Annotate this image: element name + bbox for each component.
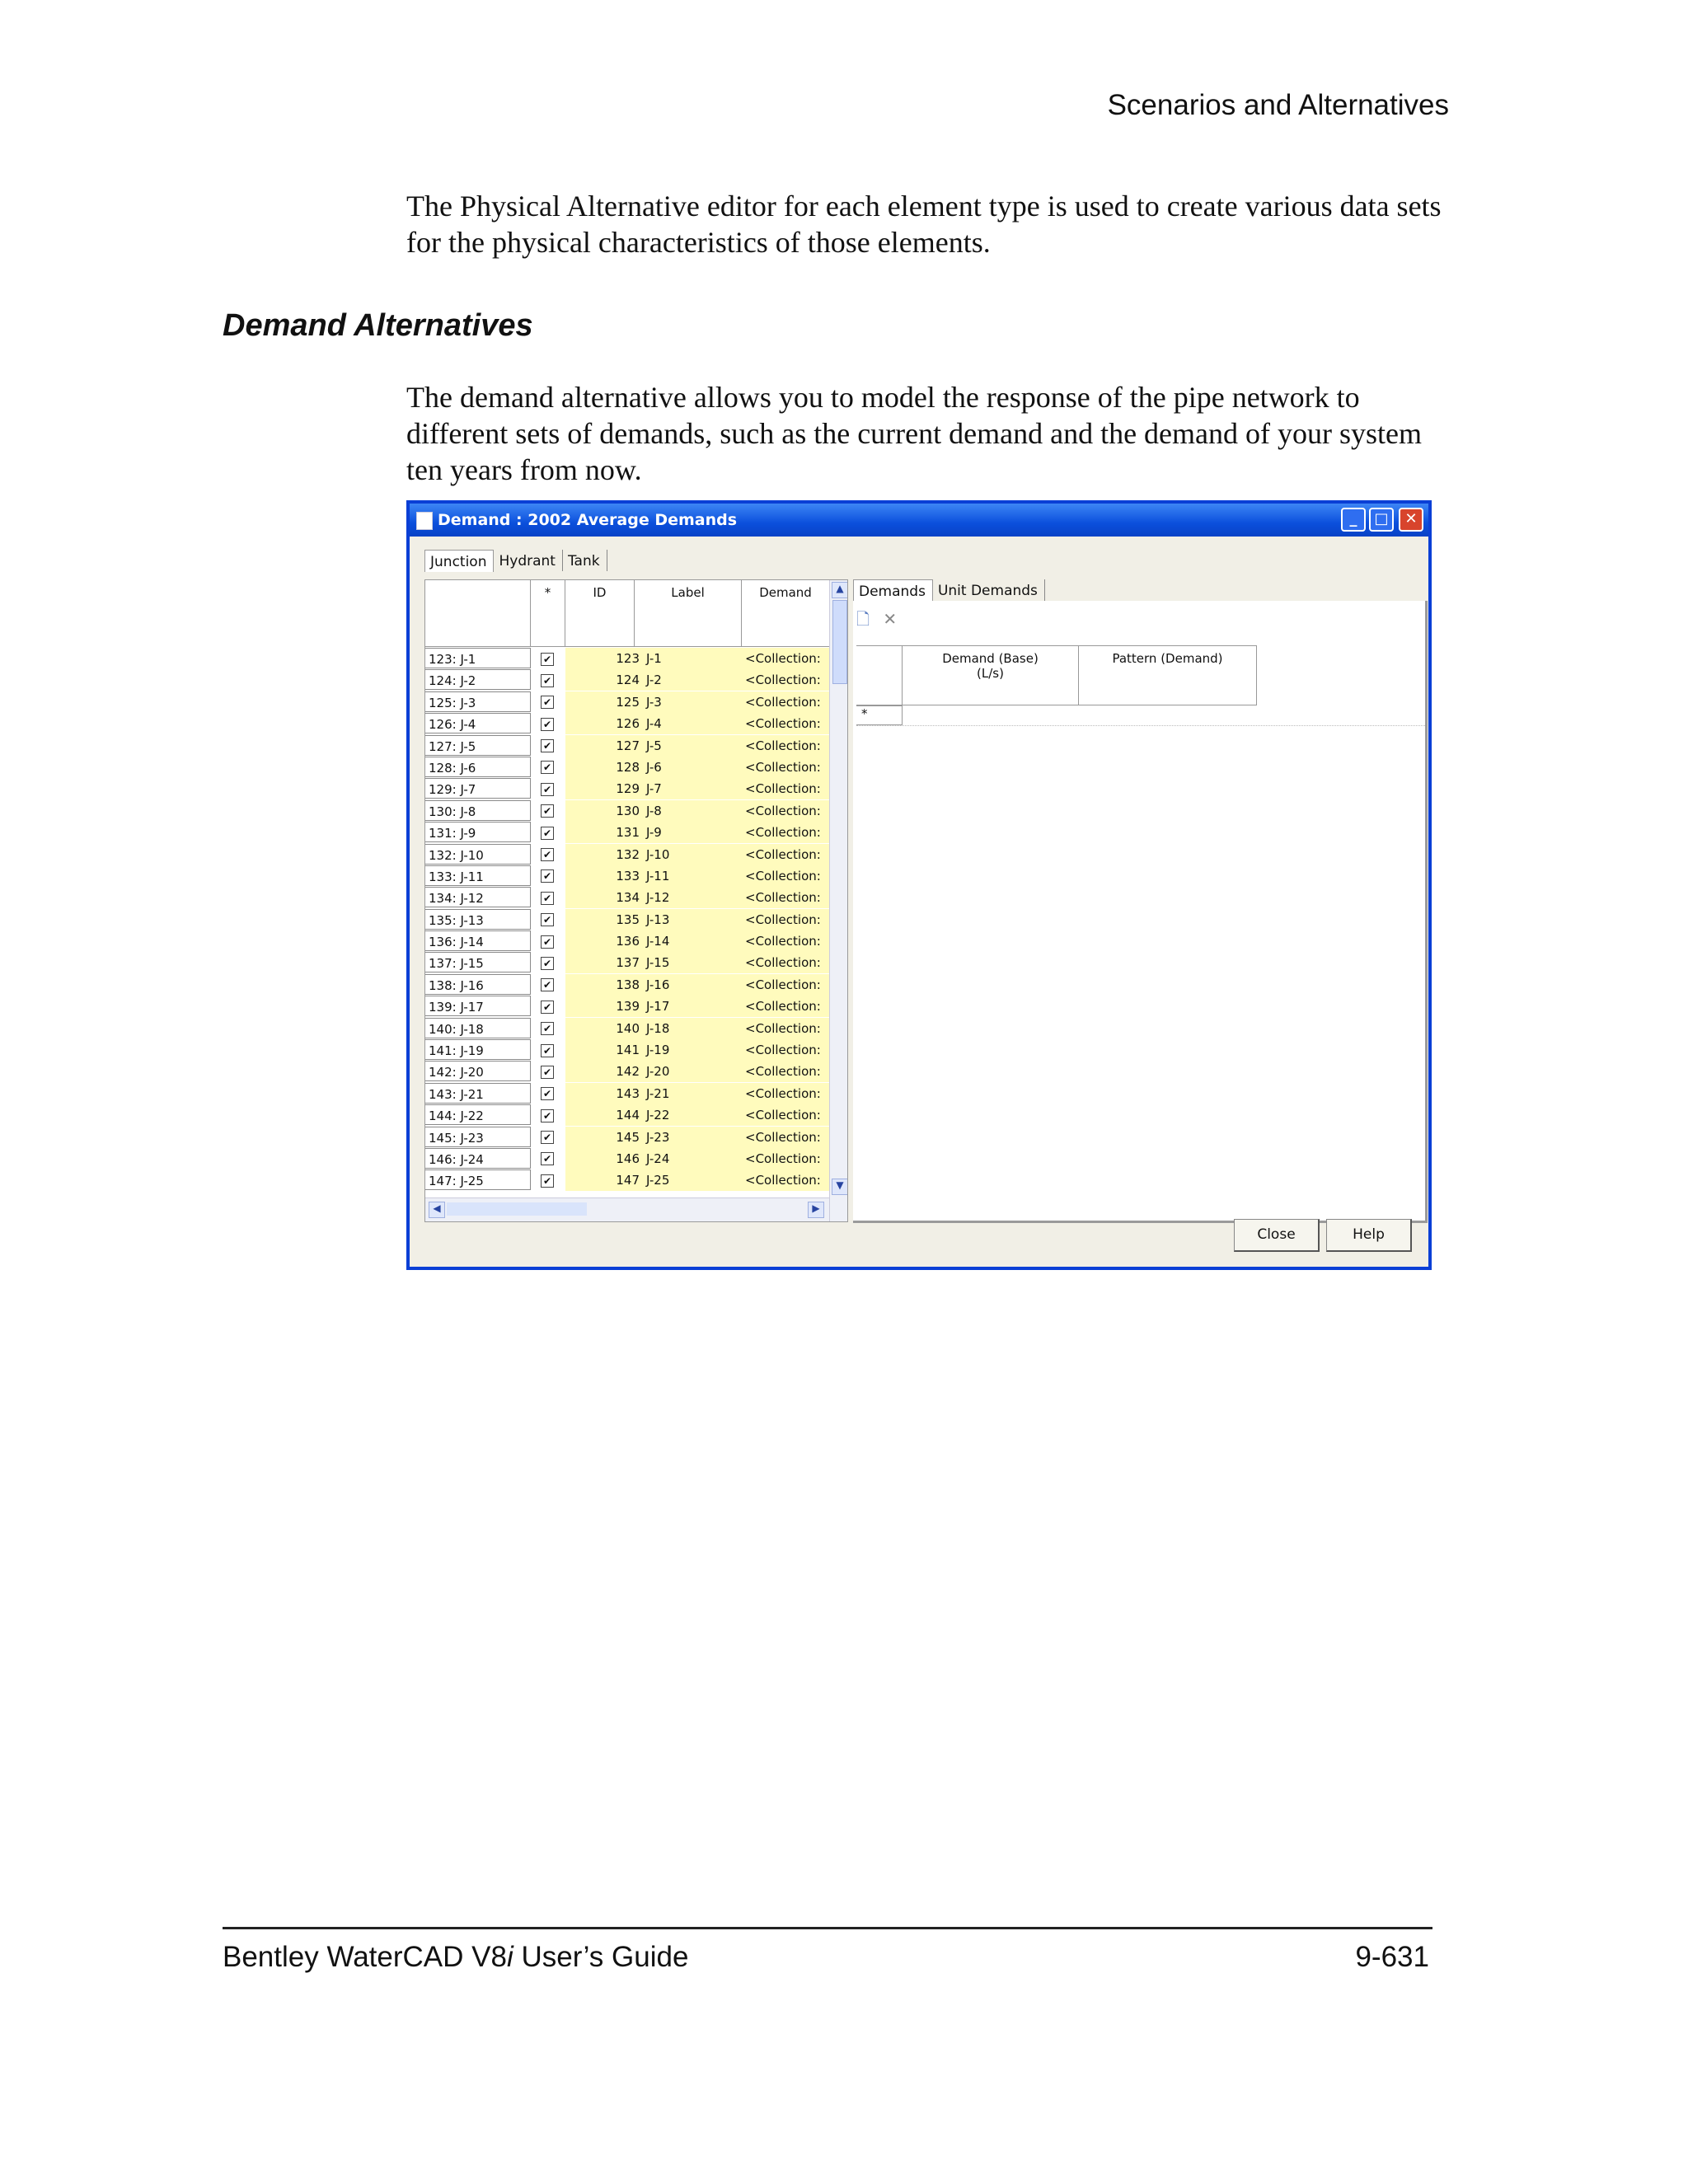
row-active-cell	[541, 648, 557, 669]
sub-row-header	[856, 646, 903, 705]
row-key[interactable]: 128: J-6	[425, 757, 531, 777]
row-active-cell	[541, 1018, 557, 1039]
grid-divider	[856, 725, 1425, 726]
row-active-cell	[541, 1148, 557, 1169]
row-demand[interactable]: <Collection:	[745, 1020, 821, 1036]
footer-title-end: User’s Guide	[513, 1941, 689, 1973]
demands-toolbar	[856, 607, 904, 627]
running-head: Scenarios and Alternatives	[1107, 89, 1449, 121]
row-label[interactable]: J-18	[646, 1020, 670, 1036]
row-key[interactable]: 123: J-1	[425, 648, 531, 668]
row-demand[interactable]: <Collection:	[745, 759, 821, 775]
checkbox-checked-icon[interactable]: ✔	[541, 827, 554, 840]
row-label[interactable]: J-13	[646, 912, 670, 927]
row-demand[interactable]: <Collection:	[745, 890, 821, 906]
table-row[interactable]	[425, 952, 829, 973]
row-demand[interactable]: <Collection:	[745, 868, 821, 883]
scroll-up-icon[interactable]: ▲	[832, 582, 848, 598]
row-id[interactable]: 127	[616, 738, 640, 753]
row-key[interactable]: 124: J-2	[425, 669, 531, 690]
table-row[interactable]	[425, 778, 829, 799]
row-id[interactable]: 145	[616, 1129, 640, 1145]
checkbox-checked-icon[interactable]: ✔	[541, 653, 554, 666]
row-id[interactable]: 129	[616, 781, 640, 797]
minimize-button[interactable]: _	[1341, 508, 1366, 532]
dialog-title: Demand : 2002 Average Demands	[438, 511, 738, 529]
row-demand[interactable]: <Collection:	[745, 803, 821, 818]
row-id[interactable]: 134	[616, 890, 640, 906]
row-key[interactable]: 137: J-15	[425, 952, 531, 972]
row-id[interactable]: 128	[616, 759, 640, 775]
checkbox-checked-icon[interactable]: ✔	[541, 674, 554, 687]
table-row[interactable]	[425, 844, 829, 865]
row-demand[interactable]: <Collection:	[745, 846, 821, 862]
checkbox-checked-icon[interactable]: ✔	[541, 1174, 554, 1188]
section-body: The demand alternative allows you to model the response of the pipe network to different sets of demands, such as the current demand and the demand of your system ten years from now.	[406, 381, 1422, 486]
checkbox-checked-icon[interactable]: ✔	[541, 892, 554, 905]
row-id[interactable]: 132	[616, 846, 640, 862]
row-demand[interactable]: <Collection:	[745, 999, 821, 1015]
table-row[interactable]	[425, 1083, 829, 1104]
row-data-cells	[565, 1127, 842, 1148]
table-row[interactable]	[425, 800, 829, 822]
horizontal-scrollbar[interactable]	[425, 1197, 829, 1221]
row-active-cell	[541, 844, 557, 865]
column-header-star[interactable]: *	[531, 580, 565, 646]
row-key[interactable]: 129: J-7	[425, 778, 531, 799]
new-icon[interactable]: 🗋	[856, 609, 870, 629]
row-label[interactable]: J-5	[646, 738, 662, 753]
row-id[interactable]: 144	[616, 1108, 640, 1123]
row-label[interactable]: J-10	[646, 846, 670, 862]
row-label[interactable]: J-12	[646, 890, 670, 906]
checkbox-checked-icon[interactable]: ✔	[541, 1044, 554, 1057]
row-id[interactable]: 142	[616, 1064, 640, 1080]
checkbox-checked-icon[interactable]: ✔	[541, 1022, 554, 1035]
row-data-cells	[565, 1104, 842, 1126]
row-active-cell	[541, 865, 557, 887]
row-demand[interactable]: <Collection:	[745, 912, 821, 927]
row-demand[interactable]: <Collection:	[745, 1064, 821, 1080]
row-id[interactable]: 141	[616, 1043, 640, 1058]
row-active-cell	[541, 778, 557, 799]
demand-collection-grid	[856, 645, 1257, 725]
row-key[interactable]: 147: J-25	[425, 1169, 531, 1190]
row-label[interactable]: J-7	[646, 781, 662, 797]
row-demand[interactable]: <Collection:	[745, 716, 821, 732]
row-demand[interactable]: <Collection:	[745, 825, 821, 841]
row-data-cells	[565, 930, 842, 952]
row-id[interactable]: 147	[616, 1173, 640, 1188]
table-row[interactable]	[425, 735, 829, 757]
row-id[interactable]: 130	[616, 803, 640, 818]
checkbox-checked-icon[interactable]: ✔	[541, 913, 554, 926]
scroll-right-icon[interactable]: ▶	[808, 1202, 824, 1218]
table-row[interactable]	[425, 1148, 829, 1169]
row-demand[interactable]: <Collection:	[745, 673, 821, 688]
row-active-cell	[541, 952, 557, 973]
page-number: 9-631	[1355, 1941, 1429, 1973]
checkbox-checked-icon[interactable]: ✔	[541, 1087, 554, 1100]
tab-hydrant[interactable]: Hydrant	[494, 550, 562, 571]
table-row[interactable]	[425, 1018, 829, 1039]
row-demand[interactable]: <Collection:	[745, 781, 821, 797]
row-id[interactable]: 136	[616, 934, 640, 949]
row-key[interactable]: 131: J-9	[425, 822, 531, 842]
row-key[interactable]: 138: J-16	[425, 974, 531, 995]
row-demand[interactable]: <Collection:	[745, 977, 821, 992]
column-header-label[interactable]: Label	[635, 580, 742, 646]
row-id[interactable]: 140	[616, 1020, 640, 1036]
row-label[interactable]: J-21	[646, 1085, 670, 1101]
delete-icon[interactable]: ✕	[883, 609, 898, 629]
vertical-scrollbar[interactable]	[829, 580, 848, 1221]
row-demand[interactable]: <Collection:	[745, 955, 821, 971]
row-label[interactable]: J-20	[646, 1064, 670, 1080]
row-id[interactable]: 131	[616, 825, 640, 841]
row-data-cells	[565, 1039, 842, 1061]
element-type-tabs	[424, 550, 607, 572]
checkbox-checked-icon[interactable]: ✔	[541, 1131, 554, 1144]
table-row[interactable]	[425, 1061, 829, 1082]
checkbox-checked-icon[interactable]: ✔	[541, 1152, 554, 1165]
checkbox-checked-icon[interactable]: ✔	[541, 869, 554, 883]
row-demand[interactable]: <Collection:	[745, 651, 821, 666]
row-key[interactable]: 141: J-19	[425, 1039, 531, 1060]
new-row-marker[interactable]: *	[856, 705, 903, 725]
row-demand[interactable]: <Collection:	[745, 738, 821, 753]
help-button[interactable]: Help	[1326, 1219, 1412, 1252]
row-active-cell	[541, 1083, 557, 1104]
hscroll-thumb[interactable]	[447, 1202, 587, 1216]
row-id[interactable]: 143	[616, 1085, 640, 1101]
demand-tabs	[853, 579, 1045, 602]
row-key[interactable]: 140: J-18	[425, 1018, 531, 1038]
row-data-cells	[565, 996, 842, 1017]
row-label[interactable]: J-22	[646, 1108, 670, 1123]
row-active-cell	[541, 735, 557, 757]
row-label[interactable]: J-2	[646, 673, 662, 688]
row-label[interactable]: J-3	[646, 694, 662, 710]
table-row[interactable]	[425, 1039, 829, 1061]
row-demand[interactable]: <Collection:	[745, 1043, 821, 1058]
row-id[interactable]: 133	[616, 868, 640, 883]
row-label[interactable]: J-6	[646, 759, 662, 775]
section-title: Demand Alternatives	[223, 308, 533, 343]
row-data-cells	[565, 669, 842, 691]
intro-paragraph: The Physical Alternative editor for each element type is used to create various data sets for the physical characteristics of those elements.	[406, 190, 1442, 259]
row-id[interactable]: 125	[616, 694, 640, 710]
row-id[interactable]: 135	[616, 912, 640, 927]
row-data-cells	[565, 1018, 842, 1039]
row-data-cells	[565, 909, 842, 930]
checkbox-checked-icon[interactable]: ✔	[541, 718, 554, 731]
row-data-cells	[565, 1148, 842, 1169]
row-active-cell	[541, 1104, 557, 1126]
row-id[interactable]: 124	[616, 673, 640, 688]
table-row[interactable]	[425, 865, 829, 887]
tab-junction[interactable]: Junction	[424, 550, 494, 572]
row-key[interactable]: 130: J-8	[425, 800, 531, 821]
checkbox-checked-icon[interactable]: ✔	[541, 761, 554, 774]
row-demand[interactable]: <Collection:	[745, 1151, 821, 1166]
row-active-cell	[541, 822, 557, 843]
table-row[interactable]	[425, 909, 829, 930]
table-row[interactable]	[425, 974, 829, 996]
row-id[interactable]: 137	[616, 955, 640, 971]
footer-title	[223, 1941, 688, 1974]
row-key[interactable]: 125: J-3	[425, 691, 531, 712]
row-key[interactable]: 144: J-22	[425, 1104, 531, 1125]
row-data-cells	[565, 757, 842, 778]
checkbox-checked-icon[interactable]: ✔	[541, 978, 554, 991]
checkbox-checked-icon[interactable]: ✔	[541, 739, 554, 752]
row-id[interactable]: 123	[616, 651, 640, 666]
row-demand[interactable]: <Collection:	[745, 934, 821, 949]
row-label[interactable]: J-25	[646, 1173, 670, 1188]
grid-rows	[425, 648, 829, 1192]
row-label[interactable]: J-1	[646, 651, 662, 666]
row-data-cells	[565, 778, 842, 799]
row-data-cells	[565, 865, 842, 887]
footer-title-main: Bentley WaterCAD V8	[223, 1941, 507, 1973]
dialog-app-icon	[416, 512, 433, 530]
row-active-cell	[541, 1127, 557, 1148]
table-row[interactable]	[425, 713, 829, 734]
row-data-cells	[565, 691, 842, 713]
row-active-cell	[541, 669, 557, 691]
checkbox-checked-icon[interactable]: ✔	[541, 1066, 554, 1079]
close-window-button[interactable]: ✕	[1399, 508, 1423, 532]
footer-title-italic: i	[506, 1941, 513, 1973]
junction-grid	[424, 579, 848, 1222]
demand-dialog	[406, 500, 1432, 1270]
row-demand[interactable]: <Collection:	[745, 1108, 821, 1123]
row-key[interactable]: 142: J-20	[425, 1061, 531, 1081]
row-active-cell	[541, 1039, 557, 1061]
row-data-cells	[565, 844, 842, 865]
grid-header	[425, 580, 847, 647]
checkbox-checked-icon[interactable]: ✔	[541, 935, 554, 949]
scroll-thumb[interactable]	[832, 600, 847, 684]
checkbox-checked-icon[interactable]: ✔	[541, 804, 554, 818]
tab-demands[interactable]: Demands	[853, 579, 933, 602]
row-active-cell	[541, 887, 557, 908]
dialog-titlebar[interactable]	[410, 504, 1428, 537]
checkbox-checked-icon[interactable]: ✔	[541, 783, 554, 796]
tab-unit-demands[interactable]: Unit Demands	[933, 579, 1045, 601]
row-key[interactable]: 134: J-12	[425, 887, 531, 907]
table-row[interactable]	[425, 669, 829, 691]
row-data-cells	[565, 1169, 842, 1191]
footer-rule	[223, 1927, 1432, 1929]
row-id[interactable]: 138	[616, 977, 640, 992]
checkbox-checked-icon[interactable]: ✔	[541, 696, 554, 709]
row-demand[interactable]: <Collection:	[745, 694, 821, 710]
row-active-cell	[541, 930, 557, 952]
row-data-cells	[565, 822, 842, 843]
checkbox-checked-icon[interactable]: ✔	[541, 1109, 554, 1122]
checkbox-checked-icon[interactable]: ✔	[541, 1001, 554, 1014]
table-row[interactable]	[425, 648, 829, 669]
row-label[interactable]: J-11	[646, 868, 670, 883]
column-header-id[interactable]: ID	[565, 580, 635, 646]
table-row[interactable]	[425, 1127, 829, 1148]
row-label[interactable]: J-16	[646, 977, 670, 992]
row-key[interactable]: 139: J-17	[425, 996, 531, 1016]
row-key[interactable]: 145: J-23	[425, 1127, 531, 1147]
row-demand[interactable]: <Collection:	[745, 1085, 821, 1101]
row-active-cell	[541, 800, 557, 822]
row-key[interactable]: 133: J-11	[425, 865, 531, 886]
maximize-button[interactable]: □	[1369, 508, 1394, 532]
column-header-demand-base[interactable]: Demand (Base) (L/s)	[903, 646, 1079, 705]
demands-panel	[853, 601, 1428, 1223]
row-label[interactable]: J-23	[646, 1129, 670, 1145]
tab-tank[interactable]: Tank	[563, 550, 607, 571]
table-row[interactable]	[425, 822, 829, 843]
row-label[interactable]: J-4	[646, 716, 662, 732]
row-label[interactable]: J-15	[646, 955, 670, 971]
row-key[interactable]: 143: J-21	[425, 1083, 531, 1104]
row-label[interactable]: J-24	[646, 1151, 670, 1166]
row-data-cells	[565, 1061, 842, 1082]
row-label[interactable]: J-14	[646, 934, 670, 949]
row-data-cells	[565, 735, 842, 757]
row-label[interactable]: J-19	[646, 1043, 670, 1058]
table-row[interactable]	[425, 887, 829, 908]
row-active-cell	[541, 1061, 557, 1082]
row-active-cell	[541, 1169, 557, 1191]
row-key[interactable]: 127: J-5	[425, 735, 531, 756]
row-data-cells	[565, 648, 842, 669]
row-id[interactable]: 126	[616, 716, 640, 732]
row-demand[interactable]: <Collection:	[745, 1129, 821, 1145]
row-data-cells	[565, 800, 842, 822]
close-button[interactable]: Close	[1234, 1219, 1320, 1252]
row-data-cells	[565, 1083, 842, 1104]
column-header-demand[interactable]: Demand	[759, 585, 812, 600]
column-header-pattern[interactable]: Pattern (Demand)	[1079, 646, 1257, 705]
row-data-cells	[565, 887, 842, 908]
row-key[interactable]: 132: J-10	[425, 844, 531, 865]
table-row[interactable]	[425, 996, 829, 1017]
row-active-cell	[541, 757, 557, 778]
scroll-down-icon[interactable]: ▼	[832, 1179, 848, 1195]
row-key[interactable]: 146: J-24	[425, 1148, 531, 1169]
checkbox-checked-icon[interactable]: ✔	[541, 957, 554, 970]
row-key[interactable]: 136: J-14	[425, 930, 531, 951]
row-active-cell	[541, 974, 557, 996]
row-active-cell	[541, 996, 557, 1017]
table-row[interactable]	[425, 757, 829, 778]
row-data-cells	[565, 974, 842, 996]
row-label[interactable]: J-17	[646, 999, 670, 1015]
row-active-cell	[541, 909, 557, 930]
row-demand[interactable]: <Collection:	[745, 1173, 821, 1188]
row-data-cells	[565, 713, 842, 734]
table-row[interactable]	[425, 930, 829, 952]
row-id[interactable]: 139	[616, 999, 640, 1015]
row-key[interactable]: 135: J-13	[425, 909, 531, 930]
table-row[interactable]	[425, 1169, 829, 1191]
row-id[interactable]: 146	[616, 1151, 640, 1166]
row-label[interactable]: J-8	[646, 803, 662, 818]
row-data-cells	[565, 952, 842, 973]
row-label[interactable]: J-9	[646, 825, 662, 841]
row-key[interactable]: 126: J-4	[425, 713, 531, 733]
scroll-left-icon[interactable]: ◀	[429, 1202, 445, 1218]
checkbox-checked-icon[interactable]: ✔	[541, 848, 554, 861]
table-row[interactable]	[425, 1104, 829, 1126]
row-header-column	[425, 580, 531, 646]
row-active-cell	[541, 691, 557, 713]
table-row[interactable]	[425, 691, 829, 713]
row-active-cell	[541, 713, 557, 734]
